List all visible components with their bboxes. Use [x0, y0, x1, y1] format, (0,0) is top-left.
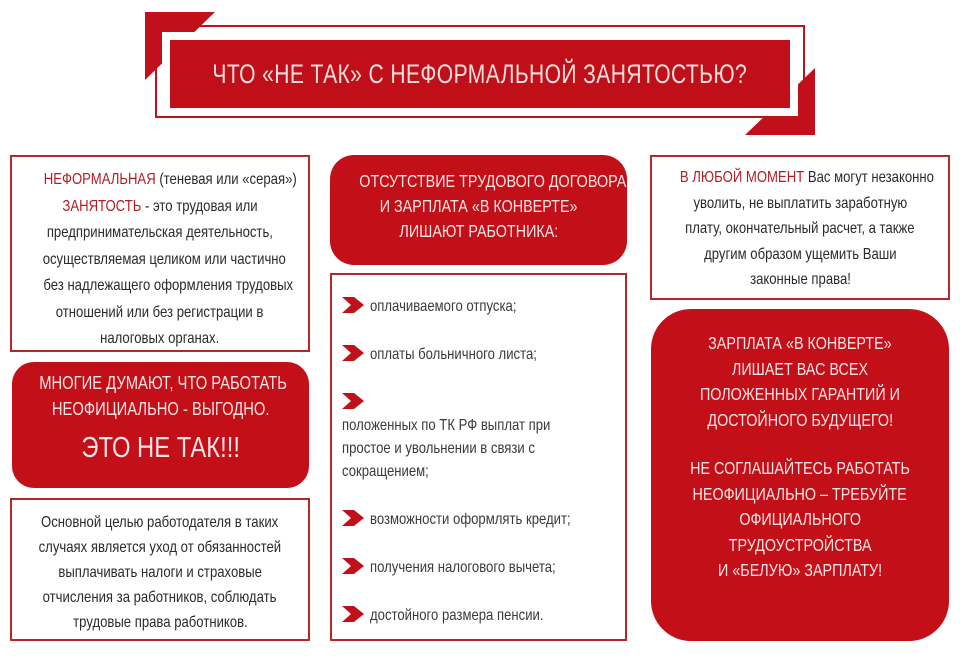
myth-emphasis	[12, 428, 309, 468]
moment-text: Вас могут незаконно	[804, 169, 934, 186]
goal-text: трудовые права работников.	[72, 614, 248, 631]
heading-text: И ЗАРПЛАТА «В КОНВЕРТЕ»	[379, 196, 578, 216]
list-item-text: оплачиваемого отпуска;	[370, 298, 517, 315]
moment-text: плату, окончательный расчет, а также	[685, 220, 915, 237]
myth-emphasis-text: ЭТО НЕ ТАК!!!	[81, 432, 240, 464]
callout-line	[651, 507, 949, 533]
moment-text: другим образом ущемить Ваши	[703, 245, 897, 263]
callout-text: ЛИШАЕТ ВАС ВСЕХ	[731, 358, 869, 379]
myth-text: НЕОФИЦИАЛЬНО - ВЫГОДНО.	[51, 399, 270, 419]
list-item-text: сокращением;	[342, 463, 429, 480]
title-banner	[170, 40, 790, 108]
list-item-text: достойного размера пенсии.	[370, 607, 544, 624]
goal-line	[12, 510, 308, 535]
callout-text: НЕ СОГЛАШАЙТЕСЬ РАБОТАТЬ	[690, 458, 910, 478]
definition-line	[16, 220, 304, 247]
callout-line	[651, 533, 949, 559]
goal-line	[12, 560, 308, 585]
moment-text: законные права!	[749, 271, 851, 288]
moment-line	[652, 216, 948, 242]
list-item	[342, 391, 615, 483]
list-item	[342, 604, 615, 627]
list-item	[342, 556, 615, 579]
highlight-term: ЗАНЯТОСТЬ	[62, 197, 142, 215]
callout-text: ОФИЦИАЛЬНОГО	[739, 509, 861, 529]
myth-text: МНОГИЕ ДУМАЮТ, ЧТО РАБОТАТЬ	[39, 373, 287, 393]
list-item-text: возможности оформлять кредит;	[370, 511, 571, 528]
heading-line	[330, 194, 627, 219]
goal-line	[12, 610, 308, 635]
definition-line	[16, 273, 304, 300]
goal-line	[12, 535, 308, 560]
list-item-text: получения налогового вычета;	[370, 559, 556, 576]
callout-line	[651, 456, 949, 482]
definition-line	[16, 194, 304, 221]
chevron-right-icon	[342, 606, 364, 622]
definition-text: без надлежащего оформления трудовых	[43, 277, 294, 294]
page-title: ЧТО «НЕ ТАК» С НЕФОРМАЛЬНОЙ ЗАНЯТОСТЬЮ?	[212, 58, 748, 89]
callout-text: ЗАРПЛАТА «В КОНВЕРТЕ»	[708, 333, 892, 353]
chevron-right-icon	[342, 297, 364, 313]
definition-text: отношений или без регистрации в	[56, 303, 264, 321]
goal-text: выплачивать налоги и страховые	[58, 564, 262, 581]
callout-line	[651, 482, 949, 508]
chevron-right-icon	[342, 510, 364, 526]
myth-line	[12, 370, 309, 396]
paragraph-spacer	[651, 433, 949, 456]
list-item	[342, 508, 615, 531]
myth-callout	[12, 362, 309, 488]
chevron-right-icon	[342, 558, 364, 574]
callout-line	[651, 558, 949, 584]
moment-line	[652, 267, 948, 293]
goal-text: Основной целью работодателя в таких	[41, 514, 279, 531]
highlight-term: НЕФОРМАЛЬНАЯ	[43, 171, 156, 188]
definition-line	[16, 247, 304, 274]
definition-text: предпринимательская деятельность,	[46, 224, 274, 241]
definition-box	[10, 155, 310, 352]
definition-text: налоговых органах.	[100, 330, 220, 347]
chevron-right-icon	[342, 345, 364, 361]
employer-goal-box	[10, 498, 310, 641]
any-moment-box	[650, 155, 950, 300]
definition-text: осуществляемая целиком или частично	[42, 250, 286, 268]
envelope-salary-callout	[651, 309, 949, 641]
chevron-right-icon	[342, 393, 364, 409]
callout-text: ПОЛОЖЕННЫХ ГАРАНТИЙ И	[699, 384, 901, 404]
moment-line	[652, 191, 948, 217]
heading-line	[330, 219, 627, 244]
list-item-text: простое и увольнении в связи с	[342, 440, 535, 457]
callout-line	[651, 331, 949, 357]
deprivation-heading	[330, 155, 627, 265]
moment-line	[652, 165, 948, 191]
list-item	[342, 343, 615, 366]
callout-line	[651, 382, 949, 408]
goal-text: отчисления за работников, соблюдать	[43, 589, 277, 606]
moment-text: уволить, не выплатить заработную	[693, 194, 907, 212]
definition-line	[16, 167, 304, 194]
moment-line	[652, 242, 948, 268]
definition-line	[16, 300, 304, 327]
deprivation-list	[330, 273, 627, 641]
myth-line	[12, 396, 309, 422]
callout-text: И «БЕЛУЮ» ЗАРПЛАТУ!	[717, 560, 883, 580]
list-item-text: положенных по ТК РФ выплат при	[342, 417, 551, 434]
callout-line	[651, 408, 949, 434]
heading-text: ЛИШАЮТ РАБОТНИКА:	[399, 221, 558, 241]
heading-line	[330, 169, 627, 194]
callout-text: НЕОФИЦИАЛЬНО – ТРЕБУЙТЕ	[692, 483, 908, 504]
callout-text: ТРУДОУСТРОЙСТВА	[728, 534, 872, 555]
goal-text: случаях является уход от обязанностей	[38, 539, 282, 556]
definition-text: - это трудовая или	[141, 197, 258, 215]
list-item	[342, 295, 615, 318]
callout-text: ДОСТОЙНОГО БУДУЩЕГО!	[707, 409, 893, 430]
highlight-term: В ЛЮБОЙ МОМЕНТ	[679, 169, 805, 186]
definition-line	[16, 326, 304, 353]
heading-text: ОТСУТСТВИЕ ТРУДОВОГО ДОГОВОРА	[359, 171, 627, 191]
goal-line	[12, 585, 308, 610]
list-item-text: оплаты больничного листа;	[370, 346, 537, 363]
definition-text: (теневая или «серая»)	[155, 171, 297, 188]
callout-line	[651, 357, 949, 383]
